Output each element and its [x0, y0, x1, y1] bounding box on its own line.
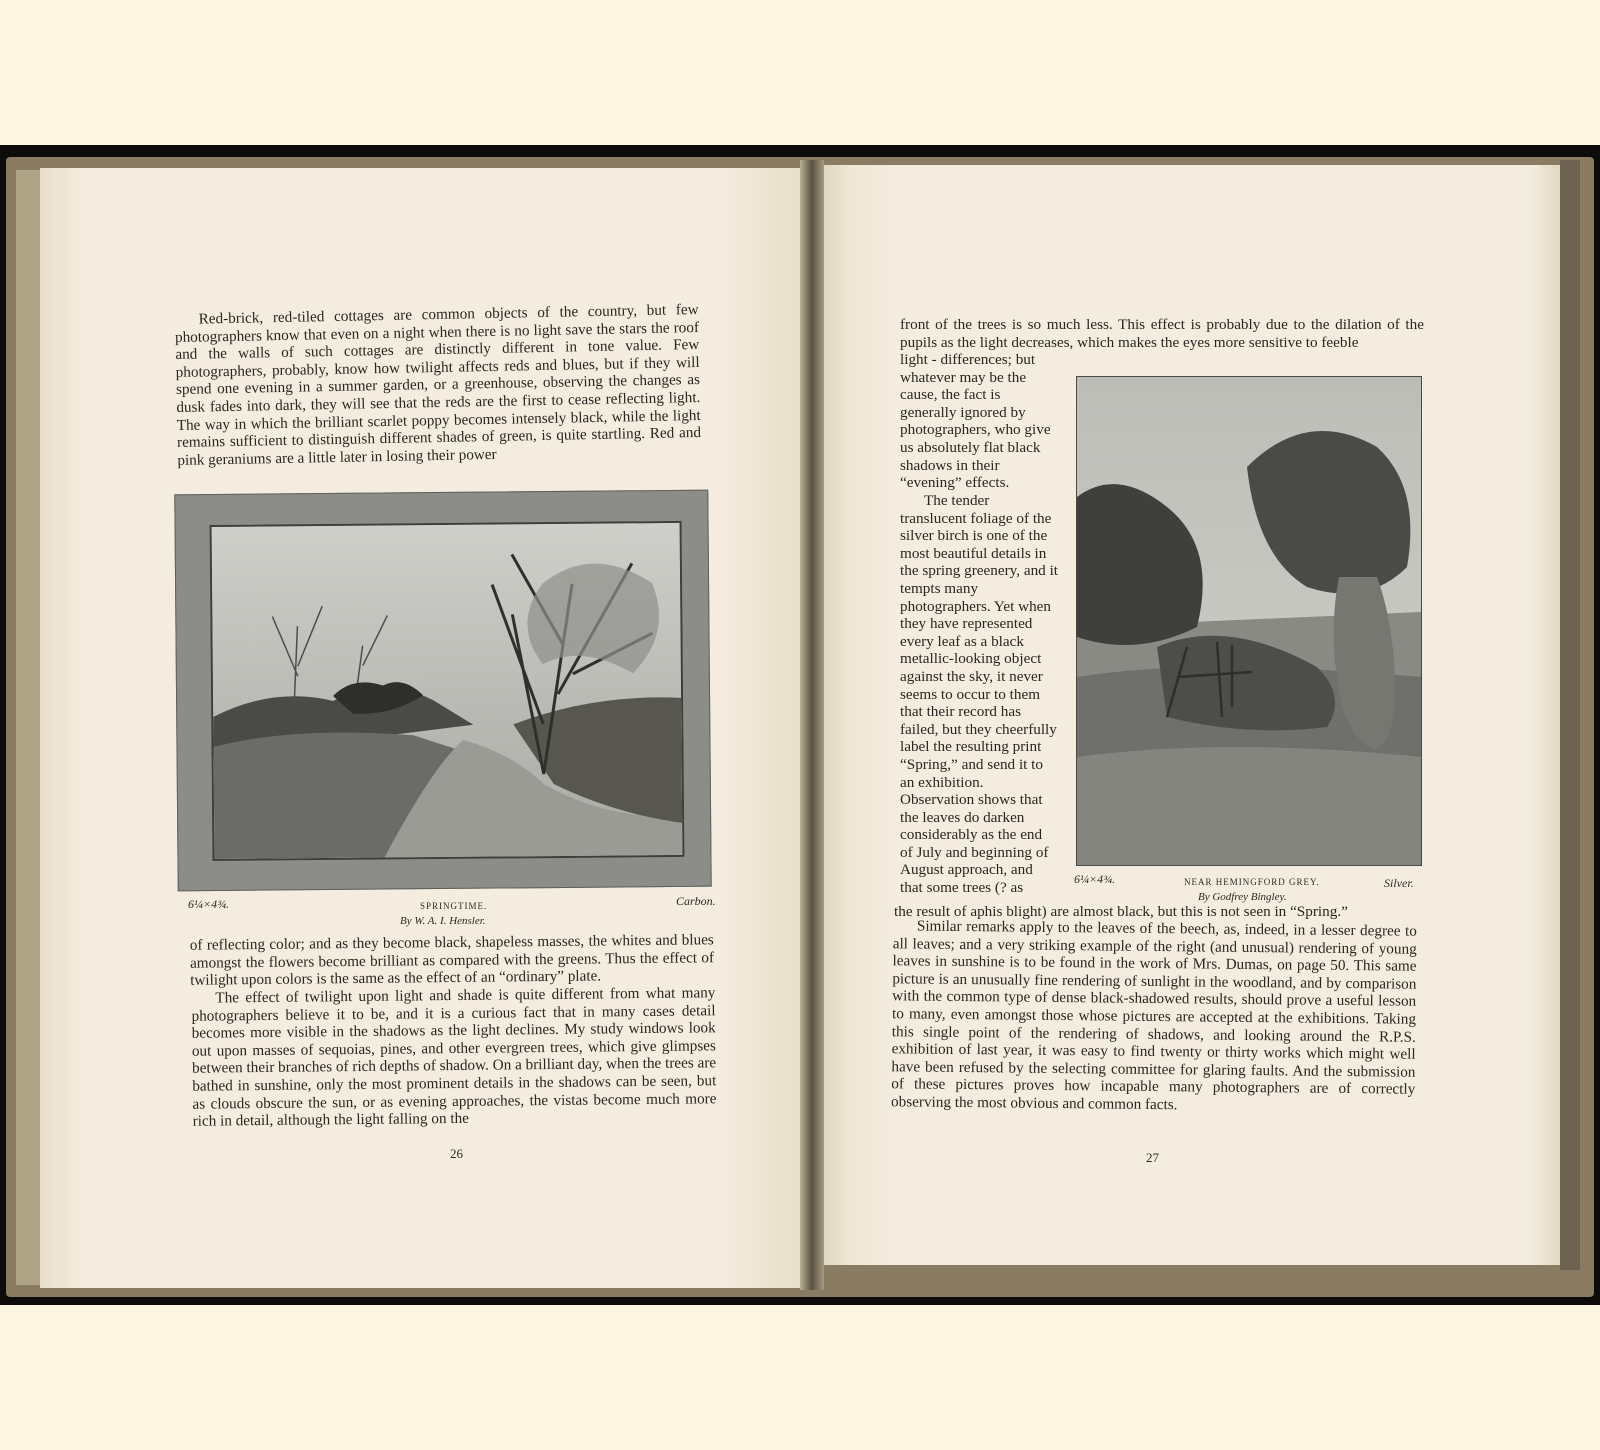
right-paragraph-2-continued: the result of aphis blight) are almost black, but this is not seen in “Spring.”: [894, 903, 1348, 920]
hemingford-plate-author: By Godfrey Bingley.: [1198, 891, 1287, 903]
cover-edge-right: [1560, 160, 1580, 1270]
right-paragraph-1-continued: light - differences; but whatever may be the cause, the fact is generally ignored by photographers, who give us absolutely flat black shadows in their “evening” effects.: [900, 351, 1051, 492]
left-paragraph-2: of reflecting color; and as they become black, shapeless masses, the whites and blues amongst the flowers become brilliant as compared with the greens. Thus the effect of twilight upon colors is the same as the effect of an “ordinary” plate.: [189, 931, 715, 989]
right-paragraph-1: front of the trees is so much less. This effect is probably due to the dilation of the pupils as the light decreases, which makes the eyes more sensitive to feeble: [900, 316, 1424, 351]
springtime-plate-author: By W. A. I. Hensler.: [400, 915, 486, 927]
photo-plate-springtime: [174, 490, 711, 892]
hemingford-plate-title: NEAR HEMINGFORD GREY.: [1184, 877, 1320, 887]
hemingford-grey-photograph: [1077, 377, 1421, 865]
book-gutter: [800, 160, 824, 1290]
hemingford-plate-process: Silver.: [1384, 876, 1414, 890]
right-paragraph-3: Similar remarks apply to the leaves of the beech, as, indeed, in a lesser degree to all leaves; and a very striking example of the right (and unusual) rendering of young leaves in sunshine is to be found in the work of Mrs. Dumas, on page 50. This same picture is an unusually fine rendering of sunlight in the woodland, and by comparison with the common type of dense black-shadowed results, should prove a useful lesson to many, even amongst those whose pictures are accepted at the exhibitions. Taking this single point of the rendering of shadows, and looking around the R.P.S. exhibition of last year, it was easy to find twenty or thirty works which might well have been refused by the selecting committee for glaring faults. And the submission of these pictures proves how incapable many photographers are of correctly observing the most obvious and common facts.: [891, 917, 1417, 1114]
springtime-plate-title: SPRINGTIME.: [420, 901, 488, 911]
left-page-number: 26: [450, 1146, 463, 1161]
left-paragraph-1: Red-brick, red-tiled cottages are common objects of the country, but few photographers know that even on a night when there is no light save the stars the roof and the walls of such cottages are distinctly different in tone value. Few photographers, probably, know how twilight affects reds and blues, but if they will spend one evening in a summer garden, or a greenhouse, observing the changes as dusk fades into dark, they will see that the reds are the first to cease reflecting light. The way in which the brilliant scarlet poppy becomes intensely black, while the light remains sufficient to distinguish different shades of green, is quite startling. Red and pink geraniums are a little later in losing their power: [174, 300, 702, 469]
springtime-plate-process: Carbon.: [676, 894, 716, 908]
right-page-number: 27: [1146, 1150, 1159, 1165]
left-paragraph-3: The effect of twilight upon light and shade is quite different from what many photographers believe it to be, and it is a curious fact that in many cases detail becomes more visible in the shadows as the light declines. My study windows look out upon masses of sequoias, pines, and other evergreen trees, which give glimpses between their branches of rich depths of shadow. On a brilliant day, when the trees are bathed in sunshine, only the most prominent details in the shadows can be seen, but as clouds obscure the sun, or as evening approaches, the vistas become much more rich in detail, although the light falling on the: [191, 984, 717, 1130]
springtime-photograph: [210, 521, 685, 861]
hemingford-plate-size: 6¼×4¾.: [1074, 872, 1116, 886]
photo-plate-hemingford-grey: [1076, 376, 1422, 866]
right-paragraph-2: The tender translucent foliage of the silver birch is one of the most beautiful details in the spring greenery, and it tempts many photographers. Yet when they have represented every leaf as a black metallic-looking object against the sky, it never seems to occur to them that their record has failed, but they cheerfully label the resulting print “Spring,” and send it to an exhibition. Observation shows that the leaves do darken considerably as the end of July and beginning of August approach, and that some trees (? as: [900, 492, 1059, 897]
springtime-plate-size: 6¼×4¾.: [188, 897, 230, 911]
